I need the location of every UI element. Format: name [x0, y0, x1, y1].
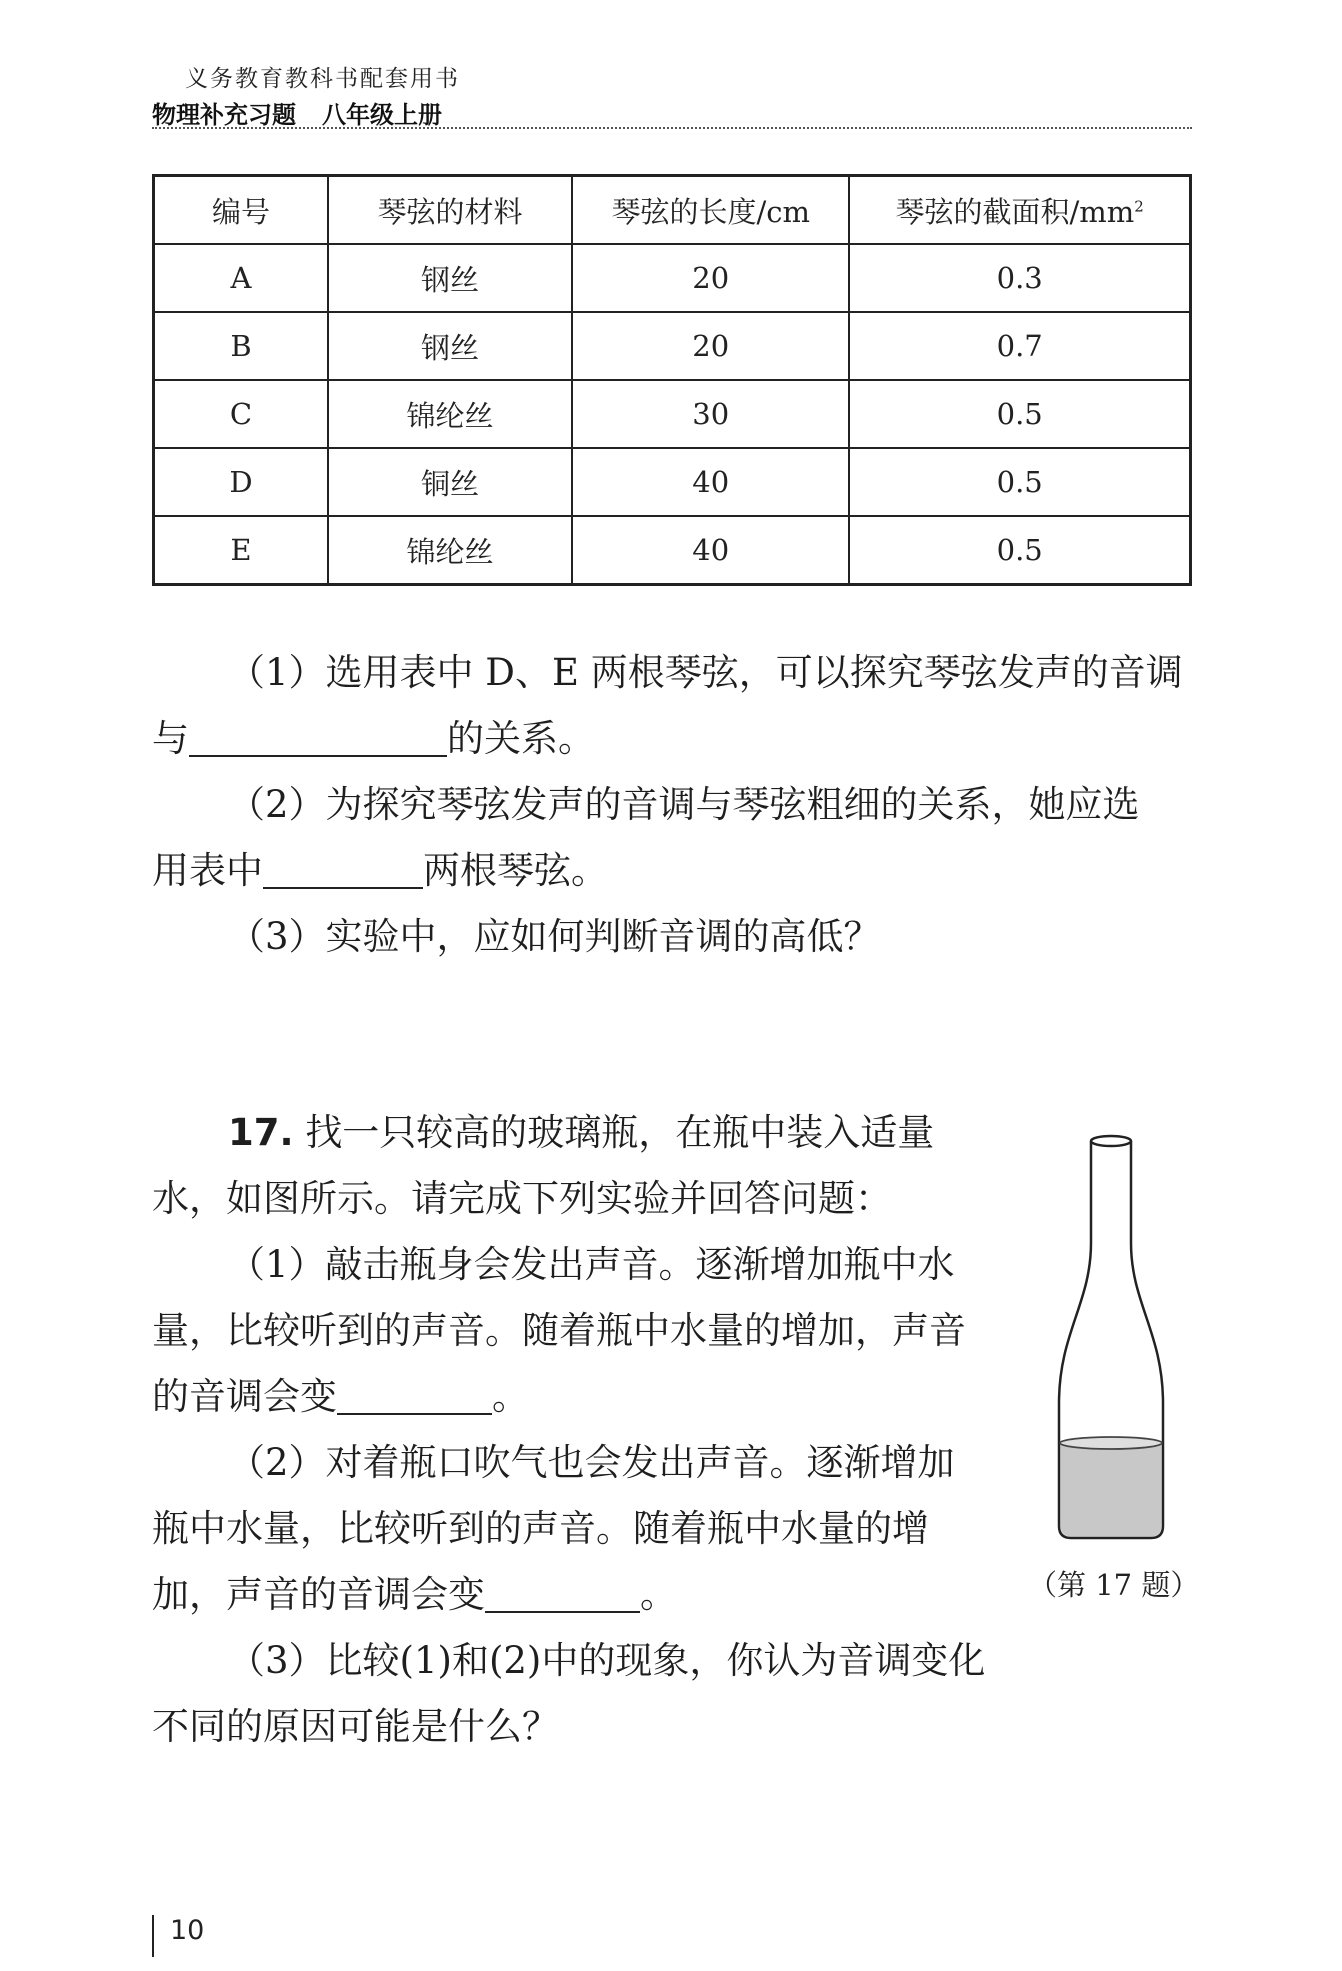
- table-cell: 锦纶丝: [328, 380, 572, 448]
- table-cell: 钢丝: [328, 244, 572, 312]
- q17-part1-line2: 量，比较听到的声音。随着瓶中水量的增加，声音: [152, 1309, 966, 1352]
- answer-blank[interactable]: [189, 715, 447, 757]
- page-number-bar: [152, 1915, 154, 1957]
- q17-part2-line3: [152, 1562, 677, 1628]
- header-divider: [152, 127, 1192, 129]
- table-cell: D: [154, 448, 328, 516]
- q16-part1-suffix: 的关系。: [447, 717, 595, 760]
- bottle-mouth: [1091, 1136, 1131, 1146]
- q16-part2-suffix: 两根琴弦。: [423, 849, 608, 892]
- q17-part1-line3: [152, 1364, 529, 1430]
- table-row: [154, 312, 1191, 380]
- figure-caption: （第 17 题）: [1028, 1568, 1200, 1602]
- book-title-left: 物理补充习题: [152, 101, 296, 129]
- question-number: 17.: [228, 1111, 294, 1154]
- table-row: [154, 380, 1191, 448]
- answer-blank[interactable]: [263, 847, 423, 889]
- water-surface: [1060, 1437, 1162, 1449]
- table-cell: 钢丝: [328, 312, 572, 380]
- q17-intro-text: 找一只较高的玻璃瓶，在瓶中装入适量: [305, 1111, 935, 1154]
- table-cell: 锦纶丝: [328, 516, 572, 585]
- q17-part1-suffix: 。: [492, 1375, 529, 1418]
- q17-part2-line2: 瓶中水量，比较听到的声音。随着瓶中水量的增: [152, 1507, 929, 1550]
- q17-part2-prefix: 加，声音的音调会变: [152, 1573, 485, 1616]
- q16-part1-line1: （1）选用表中 D、E 两根琴弦，可以探究琴弦发声的音调: [228, 651, 1183, 694]
- column-header-text: 琴弦的截面积/mm: [895, 194, 1135, 229]
- table-cell: C: [154, 380, 328, 448]
- table-cell: 0.5: [849, 448, 1190, 516]
- table-cell: 0.7: [849, 312, 1190, 380]
- table-cell: A: [154, 244, 328, 312]
- table-row: [154, 448, 1191, 516]
- answer-blank[interactable]: [337, 1373, 492, 1415]
- book-title: [152, 95, 442, 130]
- q17-intro-line2: 水，如图所示。请完成下列实验并回答问题：: [152, 1177, 892, 1220]
- table-cell: 30: [572, 380, 849, 448]
- q17-part2-line1: （2）对着瓶口吹气也会发出声音。逐渐增加: [228, 1441, 955, 1484]
- table-header-row: [154, 176, 1191, 245]
- q16-part2-line2: [152, 838, 608, 904]
- series-title: 义务教育教科书配套用书: [185, 66, 460, 92]
- table-cell: 0.5: [849, 516, 1190, 585]
- table-cell: 铜丝: [328, 448, 572, 516]
- column-header: 琴弦的长度/cm: [572, 176, 849, 245]
- table-cell: 0.5: [849, 380, 1190, 448]
- q17-part3-line2: 不同的原因可能是什么？: [152, 1705, 559, 1748]
- table-row: [154, 516, 1191, 585]
- q16-part1-prefix: 与: [152, 717, 189, 760]
- q17-part1-prefix: 的音调会变: [152, 1375, 337, 1418]
- table-cell: 40: [572, 516, 849, 585]
- q17-part1-line1: （1）敲击瓶身会发出声音。逐渐增加瓶中水: [228, 1243, 955, 1286]
- q17-part2-suffix: 。: [640, 1573, 677, 1616]
- page-number: 10: [170, 1915, 205, 1946]
- q16-part3: （3）实验中，应如何判断音调的高低？: [228, 915, 881, 958]
- answer-blank[interactable]: [485, 1571, 640, 1613]
- table-cell: 40: [572, 448, 849, 516]
- table-cell: E: [154, 516, 328, 585]
- column-header: [849, 176, 1190, 245]
- table-cell: 0.3: [849, 244, 1190, 312]
- table-cell: 20: [572, 244, 849, 312]
- q16-part1-line2: [152, 706, 595, 772]
- water: [1061, 1443, 1162, 1537]
- superscript: 2: [1134, 196, 1144, 215]
- string-data-table: [152, 174, 1192, 586]
- column-header: 编号: [154, 176, 328, 245]
- table-cell: 20: [572, 312, 849, 380]
- table-cell: B: [154, 312, 328, 380]
- bottle-figure: [1052, 1133, 1170, 1553]
- table-row: [154, 244, 1191, 312]
- q16-part2-prefix: 用表中: [152, 849, 263, 892]
- book-title-right: 八年级上册: [322, 101, 442, 129]
- q16-part2-line1: （2）为探究琴弦发声的音调与琴弦粗细的关系，她应选: [228, 783, 1140, 826]
- column-header: 琴弦的材料: [328, 176, 572, 245]
- q17-part3-line1: （3）比较(1)和(2)中的现象，你认为音调变化: [228, 1639, 986, 1682]
- q17-intro-line1: [228, 1100, 934, 1166]
